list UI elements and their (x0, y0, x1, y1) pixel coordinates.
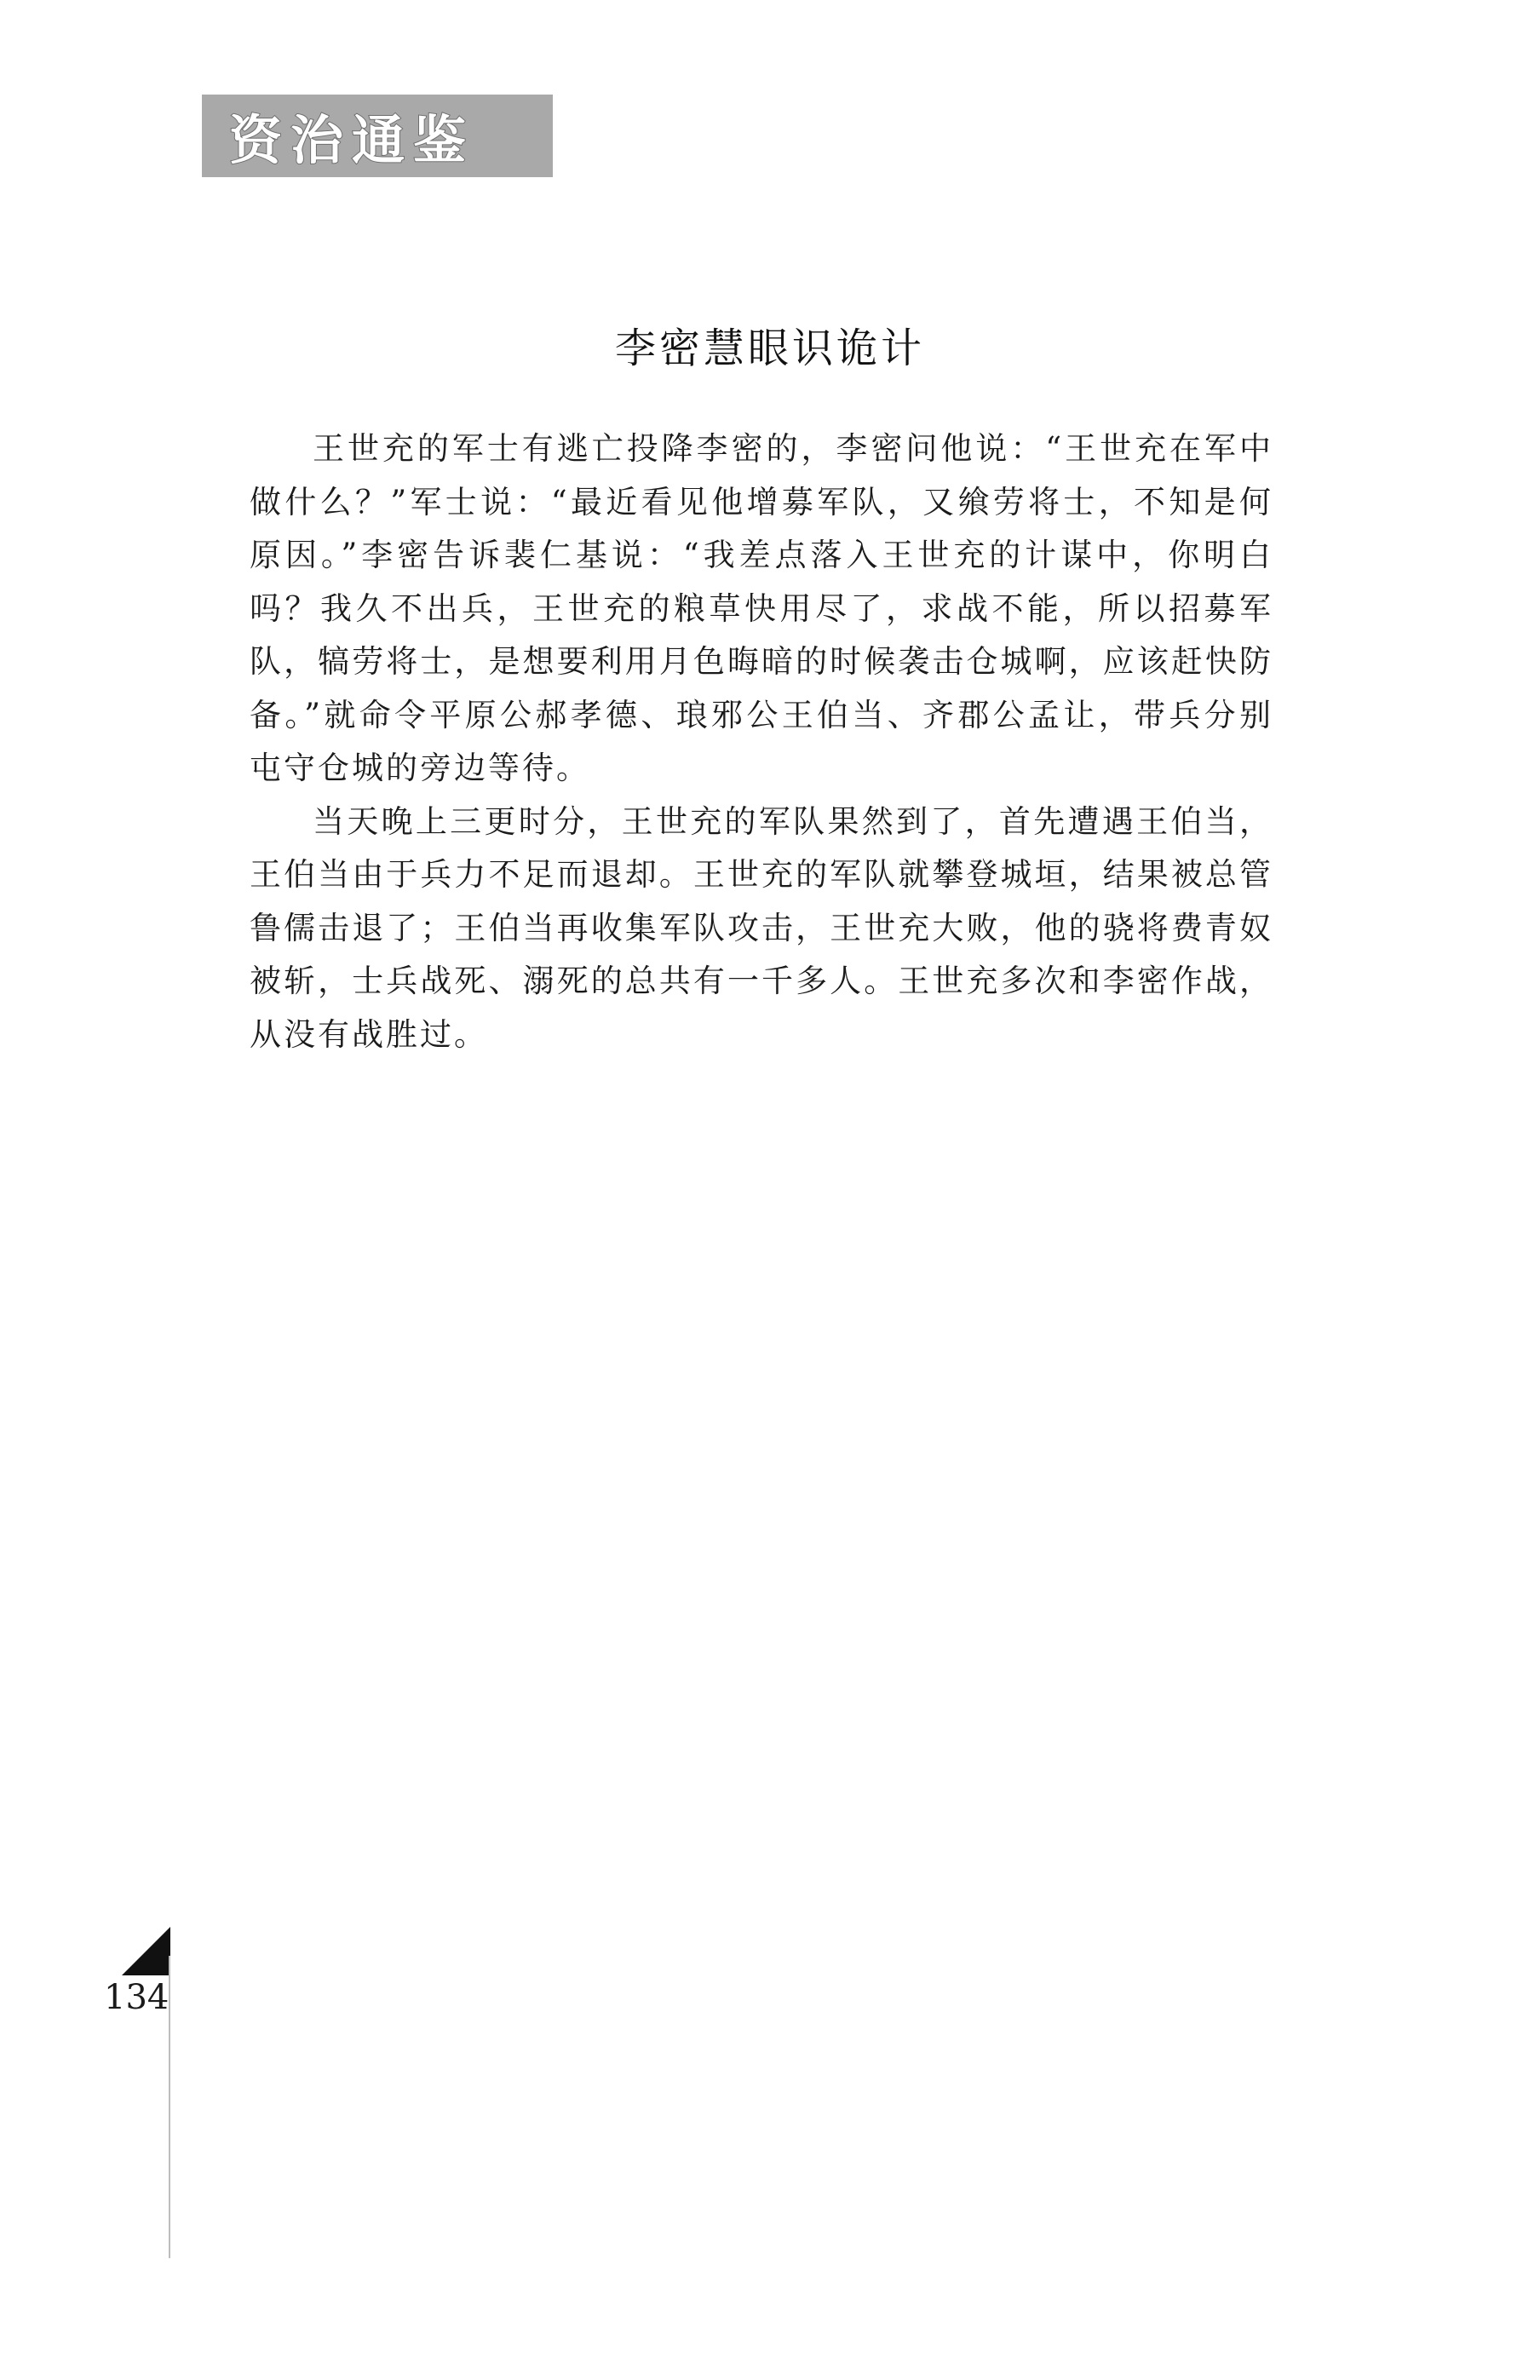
book-title: 资治通鉴 (229, 109, 475, 171)
page-margin-rule (169, 1956, 170, 2258)
article-title: 李密慧眼识诡计 (614, 325, 925, 372)
article-body (250, 423, 1273, 1061)
page-number: 134 (104, 1978, 170, 2017)
article-paragraph: 王世充的军士有逃亡投降李密的，李密问他说：“王世充在军中做什么？”军士说：“最近看见他增募军队，又飨劳将士，不知是何原因。”李密告诉裴仁基说：“我差点落入王世充的计谋中，你明白吗？我久不出兵，王世充的粮草快用尽了，求战不能，所以招募军队，犒劳将士，是想要利用月色晦暗的时候袭击仓城啊，应该赶快防备。”就命令平原公郝孝德、琅邪公王伯当、齐郡公孟让，带兵分别屯守仓城的旁边等待。 (250, 430, 1273, 786)
article-paragraph: 当天晚上三更时分，王世充的军队果然到了，首先遭遇王伯当，王伯当由于兵力不足而退却。王世充的军队就攀登城垣，结果被总管鲁儒击退了；王伯当再收集军队攻击，王世充大败，他的骁将费青奴被斩，士兵战死、溺死的总共有一千多人。王世充多次和李密作战，从没有战胜过。 (250, 802, 1273, 1053)
page-corner-triangle-icon (122, 1927, 170, 1975)
book-title-badge (202, 95, 553, 177)
